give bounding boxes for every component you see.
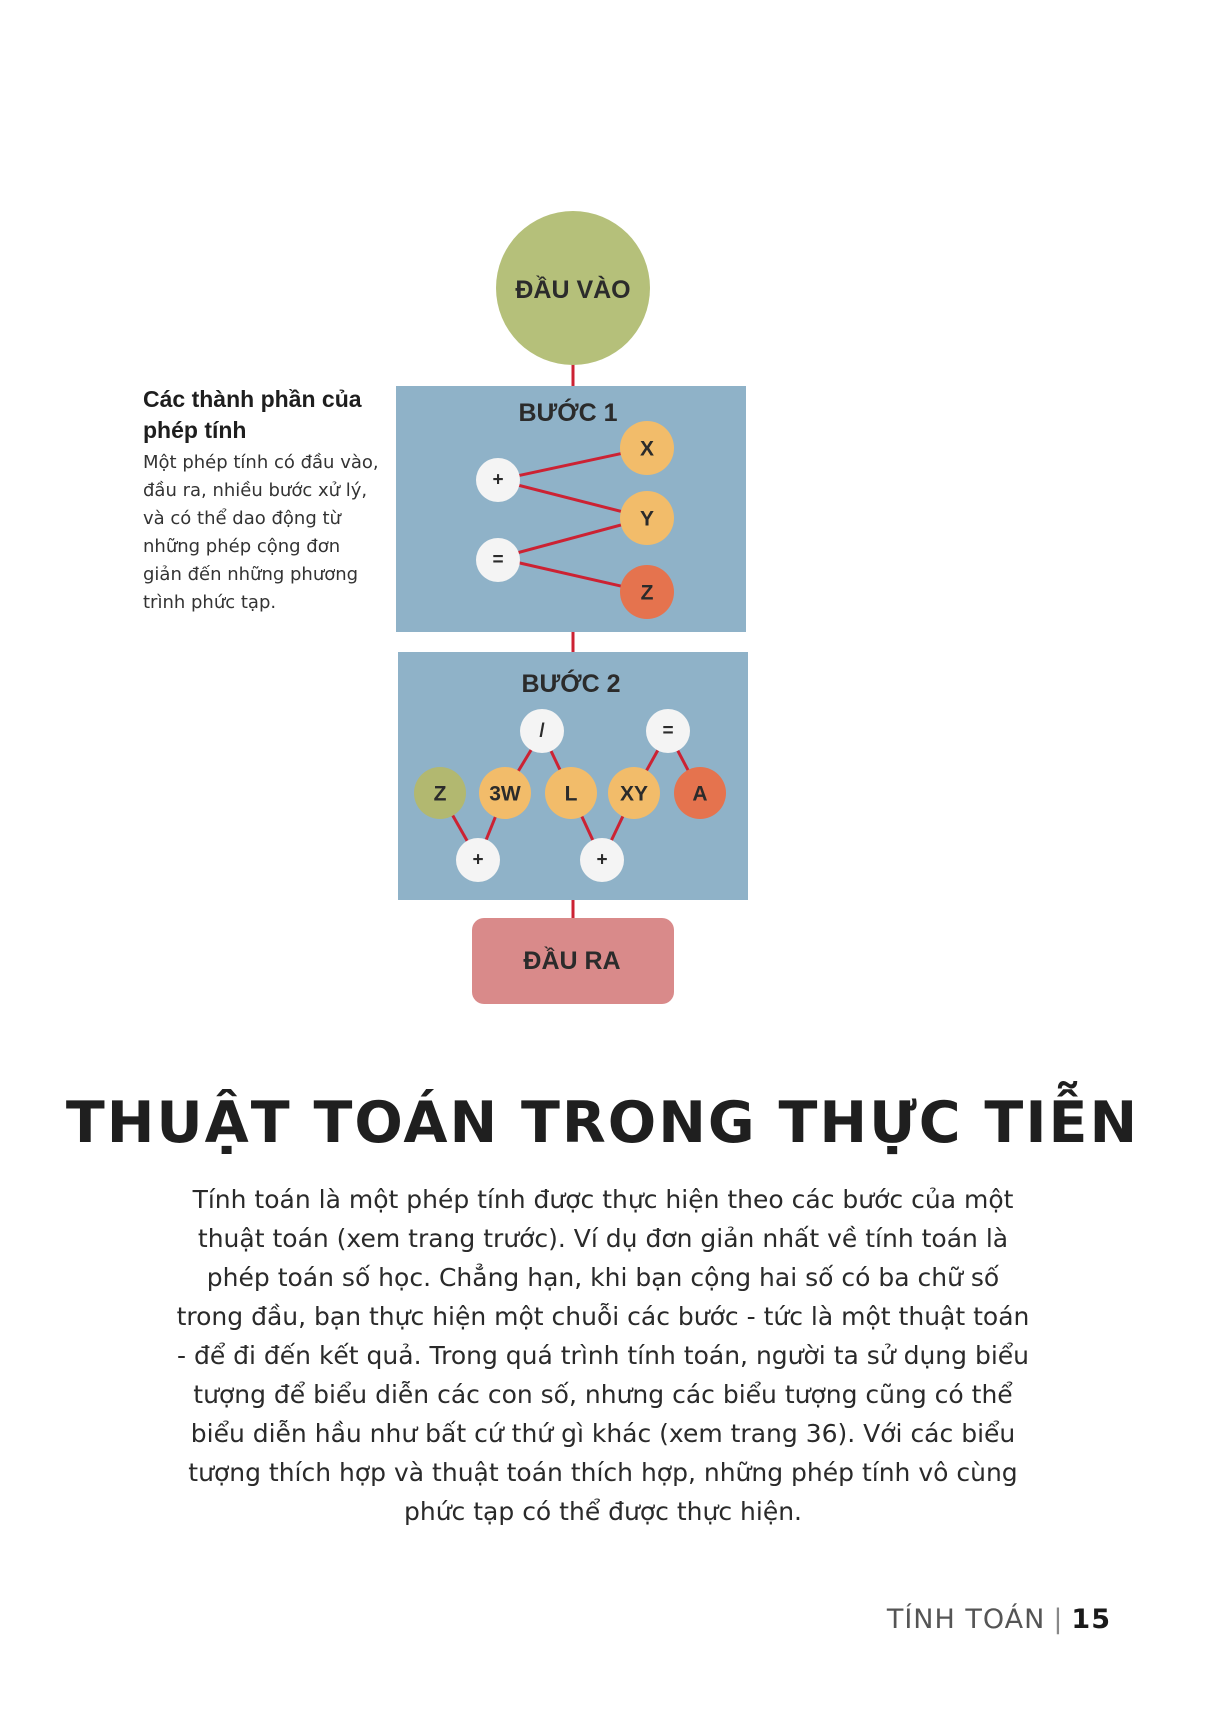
step2-term-z-label: Z [433,782,447,806]
step1-variable-z-label: Z [640,581,654,605]
step2-term-l-label: L [564,782,578,806]
step2-operator-divide-label: / [539,720,545,742]
step1-variable-y-label: Y [639,507,655,531]
step2-operator-plus-left-label: + [472,849,484,871]
step1-operator-plus-label: + [492,469,504,491]
footer-separator: | [1053,1604,1064,1635]
caption-title: Các thành phần của phép tính [143,386,362,443]
step2-term-3w-label: 3W [489,782,521,806]
step2-operator-equals-label: = [662,720,674,742]
footer-section-name: TÍNH TOÁN [886,1604,1046,1635]
step2-title: BƯỚC 2 [521,670,621,698]
step2-operator-plus-right-label: + [596,849,608,871]
input-label: ĐẦU VÀO [515,276,631,304]
step2-term-a-label: A [692,782,708,806]
body-paragraph: Tính toán là một phép tính được thực hiện theo các bước của một thuật toán (xem trang trước). Ví dụ đơn giản nhất về tính toán là phép toán số học. Chẳng hạn, khi bạn cộng hai số có ba chữ số trong đầu, bạn thực hiện một chuỗi các bước - tức là một thuật toán - để đi đến kết quả. Trong quá trình tính toán, người ta sử dụng biểu tượng để biểu diễn các con số, nhưng các biểu tượng cũng có thể biểu diễn hầu như bất cứ thứ gì khác (xem trang 36). Với các biểu tượng thích hợp và thuật toán thích hợp, những phép tính vô cùng phức tạp có thể được thực hiện. [176,1185,1030,1526]
step2-term-xy-label: XY [619,782,649,806]
output-label: ĐẦU RA [523,947,621,975]
step1-title: BƯỚC 1 [518,399,618,427]
page-number: 15 [1071,1604,1111,1635]
caption-body: Một phép tính có đầu vào, đầu ra, nhiều bước xử lý, và có thể dao động từ những phép cộng đơn giản đến những phương trình phức tạp. [143,452,379,613]
page-footer [887,1604,1111,1635]
step1-variable-x-label: X [639,437,655,461]
step1-operator-equals-label: = [492,549,504,571]
section-heading: THUẬT TOÁN TRONG THỰC TIỄN [65,1090,1140,1156]
